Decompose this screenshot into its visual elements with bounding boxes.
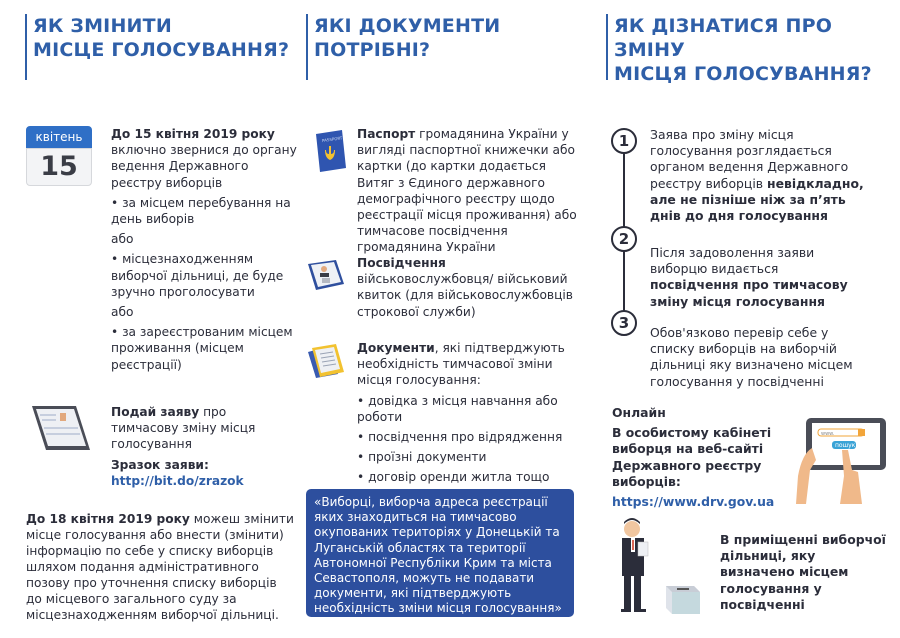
docs-item: • посвідчення про відрядження (357, 430, 563, 445)
calendar-icon (26, 126, 92, 186)
official-with-ballot-box-illustration (610, 514, 710, 624)
calendar-month: квітень (26, 126, 92, 148)
docs-item: • проїзні документи (357, 450, 487, 465)
sample-label: Зразок заяви: (111, 457, 209, 472)
heading-how-to-know: ЯК ДІЗНАТИСЯ ПРО ЗМІНУ МІСЦЯ ГОЛОСУВАННЯ? (614, 15, 872, 85)
drv-link[interactable]: https://www.drv.gov.ua (612, 494, 775, 510)
step-number-1: 1 (611, 128, 637, 154)
svg-text:PASSPORT: PASSPORT (321, 135, 343, 144)
heading-documents: ЯКІ ДОКУМЕНТИ ПОТРІБНІ? (314, 15, 501, 61)
online-title: Онлайн (612, 405, 666, 420)
heading-how-to-change: ЯК ЗМІНИТИ МІСЦЕ ГОЛОСУВАННЯ? (33, 15, 290, 61)
court-block: До 18 квітня 2019 року можеш змінити місце голосування або внести (змінити) інформацію по себе у списку виборців шляхом подання адміністративного позову про уточнення списку виборців до місцевого загального суду за місцезнаходженням виборчої дільниці. (26, 512, 294, 622)
or-text: або (111, 232, 134, 247)
documents-icon (306, 342, 348, 380)
option-stay-place: • за місцем перебування на день виборів (111, 195, 291, 227)
tablet-application-icon (26, 404, 94, 454)
or-text: або (111, 305, 134, 320)
tablet-search-illustration (796, 414, 892, 506)
online-block (612, 405, 782, 510)
docs-item: • довідка з місця навчання або роботи (357, 393, 558, 424)
svg-text:пошук: пошук (835, 442, 856, 449)
column-header-how-to-change (25, 14, 289, 80)
option-registered-residence: • за зареєстрованим місцем проживання (місцем реєстрації) (111, 325, 293, 372)
supporting-docs-block: Документи, які підтверджують необхідність тимчасової зміни місця голосування: • довідка з місця навчання або роботи • посвідчення про відрядження • проїзні документи • договір оренди житла тощо (357, 340, 582, 490)
step-number-2: 2 (611, 226, 637, 252)
sample-link[interactable]: http://bit.do/zrazok (111, 473, 244, 488)
passport-block: Паспорт громадянина України у вигляді паспортної книжечки або картки (до картки додається Витяг з Єдиного державного демографічного реєстру щодо реєстрації місця проживання) або тимчасове посвідчення громадянина України (357, 127, 577, 255)
polling-station-block: В приміщенні виборчої дільниці, яку визначено місцем голосування у посвідченні (720, 532, 886, 612)
military-block: Посвідчення військовослужбовця/ військовий квиток (для військовослужбовців строкової служби) (357, 256, 573, 319)
apply-block: Подай заяву про тимчасову зміну місця голосування Зразок заяви: http://bit.do/zrazok (111, 405, 256, 488)
calendar-day: 15 (26, 148, 92, 186)
step-1-text: Заява про зміну місця голосування розглядається органом ведення Державного реєстру виборців невідкладно, але не пізніше ніж за п’ять днів до дня голосування (650, 127, 864, 224)
column-header-documents (306, 14, 500, 80)
occupied-territories-note: «Виборці, виборча адреса реєстрації яких знаходиться на тимчасово окупованих територіях у Донецькій та Луганській областях та території Автономної Республіки Крим та міста Севастополя, можуть не подавати документи, які підтверджують необхідність зміни місця голосування» (306, 489, 574, 617)
option-station-location: • місцезнаходженням виборчої дільниці, де буде зручно проголосувати (111, 252, 284, 299)
deadline-block: До 15 квітня 2019 року включно звернися до органу ведення Державного реєстру виборців • за місцем перебування на день виборів або • місцезнаходженням виборчої дільниці, де буде зручно проголосувати або • за зареєстрованим місцем проживання (місцем реєстрації) (111, 126, 301, 377)
svg-text:www.: www. (821, 431, 835, 437)
step-2-text: Після задоволення заяви виборцю видається посвідчення про тимчасову зміну місця голосування (650, 245, 848, 309)
military-id-icon (306, 258, 346, 292)
online-text: В особистому кабінеті виборця на веб-сайті Державного реєстру виборців: (612, 425, 772, 489)
passport-icon (312, 128, 348, 174)
step-3-text: Обов'язково перевір себе у списку виборців на виборчій дільниці яку визначено місцем голосування у посвідченні (650, 325, 853, 389)
docs-item: • договір оренди житла тощо (357, 470, 550, 485)
step-number-3: 3 (611, 310, 637, 336)
column-header-how-to-know (606, 14, 900, 85)
